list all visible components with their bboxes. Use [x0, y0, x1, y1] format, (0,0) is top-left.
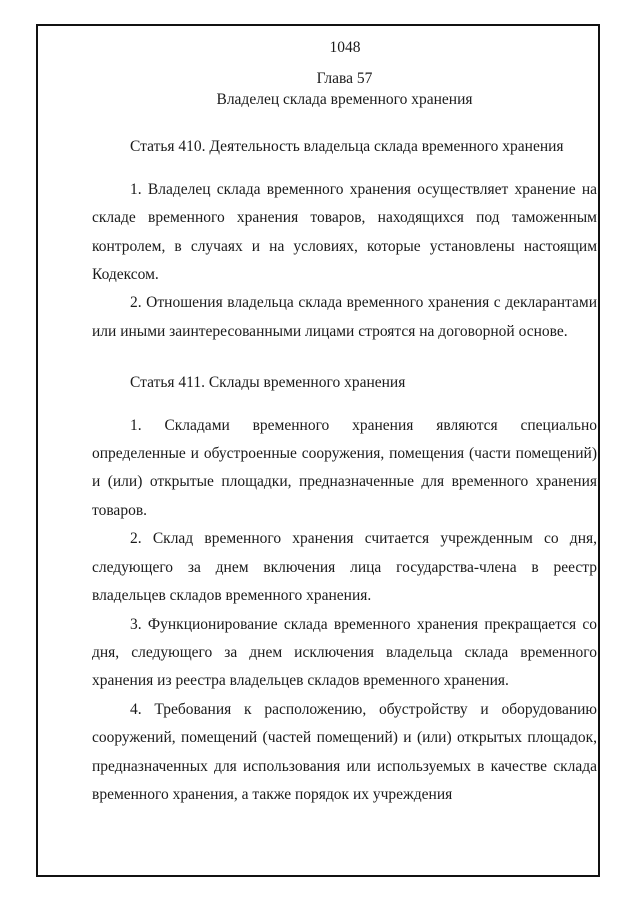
page-number: 1048 [329, 39, 361, 56]
article-paragraph: 3. Функционирование склада временного хранения прекращается со дня, следующего за днем исключения владельца склада временного хранения из реестра владельцев складов временного хранения. [92, 615, 597, 690]
document-page [92, 34, 597, 809]
article-410 [92, 133, 597, 346]
chapter-heading [92, 68, 597, 110]
article-paragraph: 1. Складами временного хранения являются специально определенные и обустроенные сооружения, помещения (части помещений) и (или) открытые площадки, предназначенные для временного хранения товаров. [92, 416, 597, 519]
article-title: Статья 410. Деятельность владельца склада временного хранения [130, 138, 564, 156]
chapter-label: Глава 57 [316, 70, 373, 88]
article-title: Статья 411. Склады временного хранения [130, 374, 406, 392]
article-411 [92, 369, 597, 809]
article-paragraph: 2. Склад временного хранения считается учрежденным со дня, следующего за днем включения лица государства-члена в реестр владельцев складов временного хранения. [92, 530, 597, 605]
chapter-title: Владелец склада временного хранения [216, 91, 473, 109]
article-paragraph: 1. Владелец склада временного хранения осуществляет хранение на складе временного хранения товаров, находящихся под таможенным контролем, в случаях и на условиях, которые установлены настоящим Кодексом. [92, 180, 597, 284]
article-paragraph: 2. Отношения владельца склада временного хранения с декларантами или иными заинтересованными лицами строятся на договорной основе. [92, 294, 597, 340]
article-paragraph: 4. Требования к расположению, обустройству и оборудованию сооружений, помещений (частей помещений) и (или) открытых площадок, предназначенных для использования или используемых в качестве склада временного хранения, а также порядок их учреждения [92, 700, 597, 803]
